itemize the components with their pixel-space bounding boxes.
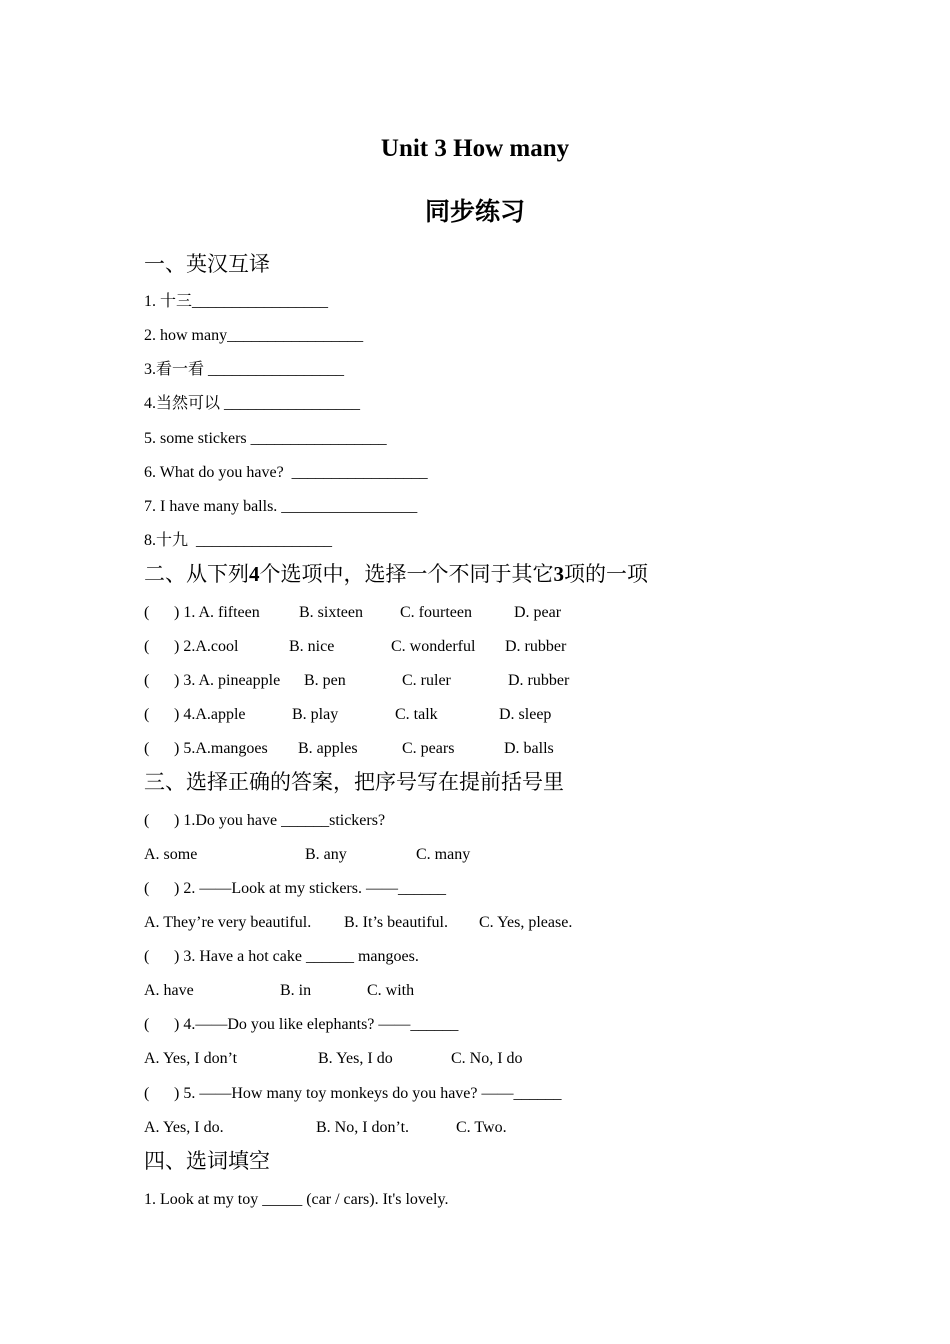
option-b: B. pen: [304, 672, 346, 689]
option-d: D. pear: [514, 604, 562, 621]
s2-question-3: [144, 671, 844, 691]
answer-paren: (: [144, 948, 150, 965]
option-b: B. apples: [298, 740, 358, 757]
s1-item-1: 1. 十三_________________: [144, 293, 329, 310]
question-stem: ) 2. ——Look at my stickers. ——______: [174, 880, 446, 897]
option-b: B. sixteen: [299, 604, 363, 621]
question-stem: ) 1. A. fifteen: [174, 604, 260, 621]
s2-heading-pre: 二、从下列: [144, 562, 249, 586]
option-c: C. ruler: [402, 672, 451, 689]
answer-paren: (: [144, 706, 150, 723]
question-stem: ) 5.A.mangoes: [174, 740, 268, 757]
option-b: B. any: [305, 846, 347, 863]
page-title: Unit 3 How many: [380, 135, 570, 162]
s3-options-2: [144, 913, 844, 933]
s1-item-5: 5. some stickers _________________: [144, 430, 387, 447]
s1-item-6: 6. What do you have? _________________: [144, 464, 428, 481]
s3-options-4: [144, 1049, 844, 1069]
answer-paren: (: [144, 880, 150, 897]
question-stem: ) 4.A.apple: [174, 706, 246, 723]
option-b: B. Yes, I do: [318, 1050, 393, 1067]
option-b: B. play: [292, 706, 339, 723]
answer-paren: (: [144, 604, 150, 621]
option-c: C. with: [367, 982, 415, 999]
option-b: B. nice: [289, 638, 335, 655]
option-c: C. pears: [402, 740, 455, 757]
question-stem: ) 4.——Do you like elephants? ——______: [174, 1016, 459, 1033]
answer-paren: (: [144, 740, 150, 757]
s3-question-5: [144, 1084, 844, 1104]
section-1-heading: 一、英汉互译: [144, 252, 270, 276]
answer-paren: (: [144, 1016, 150, 1033]
answer-paren: (: [144, 638, 150, 655]
question-stem: ) 2.A.cool: [174, 638, 239, 655]
option-c: C. many: [416, 846, 471, 863]
question-stem: ) 5. ——How many toy monkeys do you have? ——______: [174, 1085, 562, 1102]
s3-question-3: [144, 947, 844, 967]
s3-options-1: [144, 845, 844, 865]
option-a: A. some: [144, 846, 198, 863]
answer-paren: (: [144, 672, 150, 689]
s2-heading-post: 项的一项: [564, 562, 648, 586]
section-2-heading: [144, 560, 648, 588]
option-b: B. It’s beautiful.: [344, 914, 448, 931]
section-4-heading: 四、选词填空: [144, 1149, 270, 1173]
s1-item-7: 7. I have many balls. _________________: [144, 498, 418, 515]
option-c: C. Two.: [456, 1119, 507, 1136]
answer-paren: (: [144, 812, 150, 829]
question-stem: ) 3. Have a hot cake ______ mangoes.: [174, 948, 419, 965]
s3-options-3: [144, 981, 844, 1001]
option-c: C. fourteen: [400, 604, 472, 621]
option-d: D. sleep: [499, 706, 552, 723]
s3-options-5: [144, 1118, 844, 1138]
option-c: C. wonderful: [391, 638, 476, 655]
option-a: A. Yes, I do.: [144, 1119, 224, 1136]
s3-question-2: [144, 879, 844, 899]
s3-question-1: [144, 811, 844, 831]
s2-question-4: [144, 705, 844, 725]
s2-heading-num1: 4: [249, 562, 260, 586]
page-subtitle: 同步练习: [424, 197, 525, 226]
option-b: B. No, I don’t.: [316, 1119, 410, 1136]
s2-heading-num2: 3: [553, 562, 564, 586]
option-b: B. in: [280, 982, 312, 999]
s3-question-4: [144, 1015, 844, 1035]
s1-item-2: 2. how many_________________: [144, 327, 364, 344]
answer-paren: (: [144, 1085, 150, 1102]
question-stem: ) 3. A. pineapple: [174, 672, 281, 689]
question-stem: ) 1.Do you have ______stickers?: [174, 812, 386, 829]
option-a: A. have: [144, 982, 194, 999]
option-d: D. rubber: [505, 638, 567, 655]
s2-heading-mid: 个选项中，选择一个不同于其它: [259, 562, 554, 586]
option-a: A. Yes, I don’t: [144, 1050, 238, 1067]
s1-item-8: 8.十九 _________________: [144, 532, 333, 549]
option-d: D. balls: [504, 740, 554, 757]
option-c: C. Yes, please.: [479, 914, 573, 931]
s2-question-5: [144, 739, 844, 759]
option-d: D. rubber: [508, 672, 570, 689]
s4-item-1: 1. Look at my toy _____ (car / cars). It's lovely.: [144, 1191, 449, 1208]
option-c: C. No, I do: [451, 1050, 523, 1067]
section-3-heading: 三、选择正确的答案，把序号写在提前括号里: [144, 770, 564, 794]
option-c: C. talk: [395, 706, 438, 723]
s2-question-1: [144, 603, 844, 623]
s1-item-4: 4.当然可以 _________________: [144, 395, 361, 412]
option-a: A. They’re very beautiful.: [144, 914, 312, 931]
s1-item-3: 3.看一看 _________________: [144, 361, 345, 378]
s2-question-2: [144, 637, 844, 657]
